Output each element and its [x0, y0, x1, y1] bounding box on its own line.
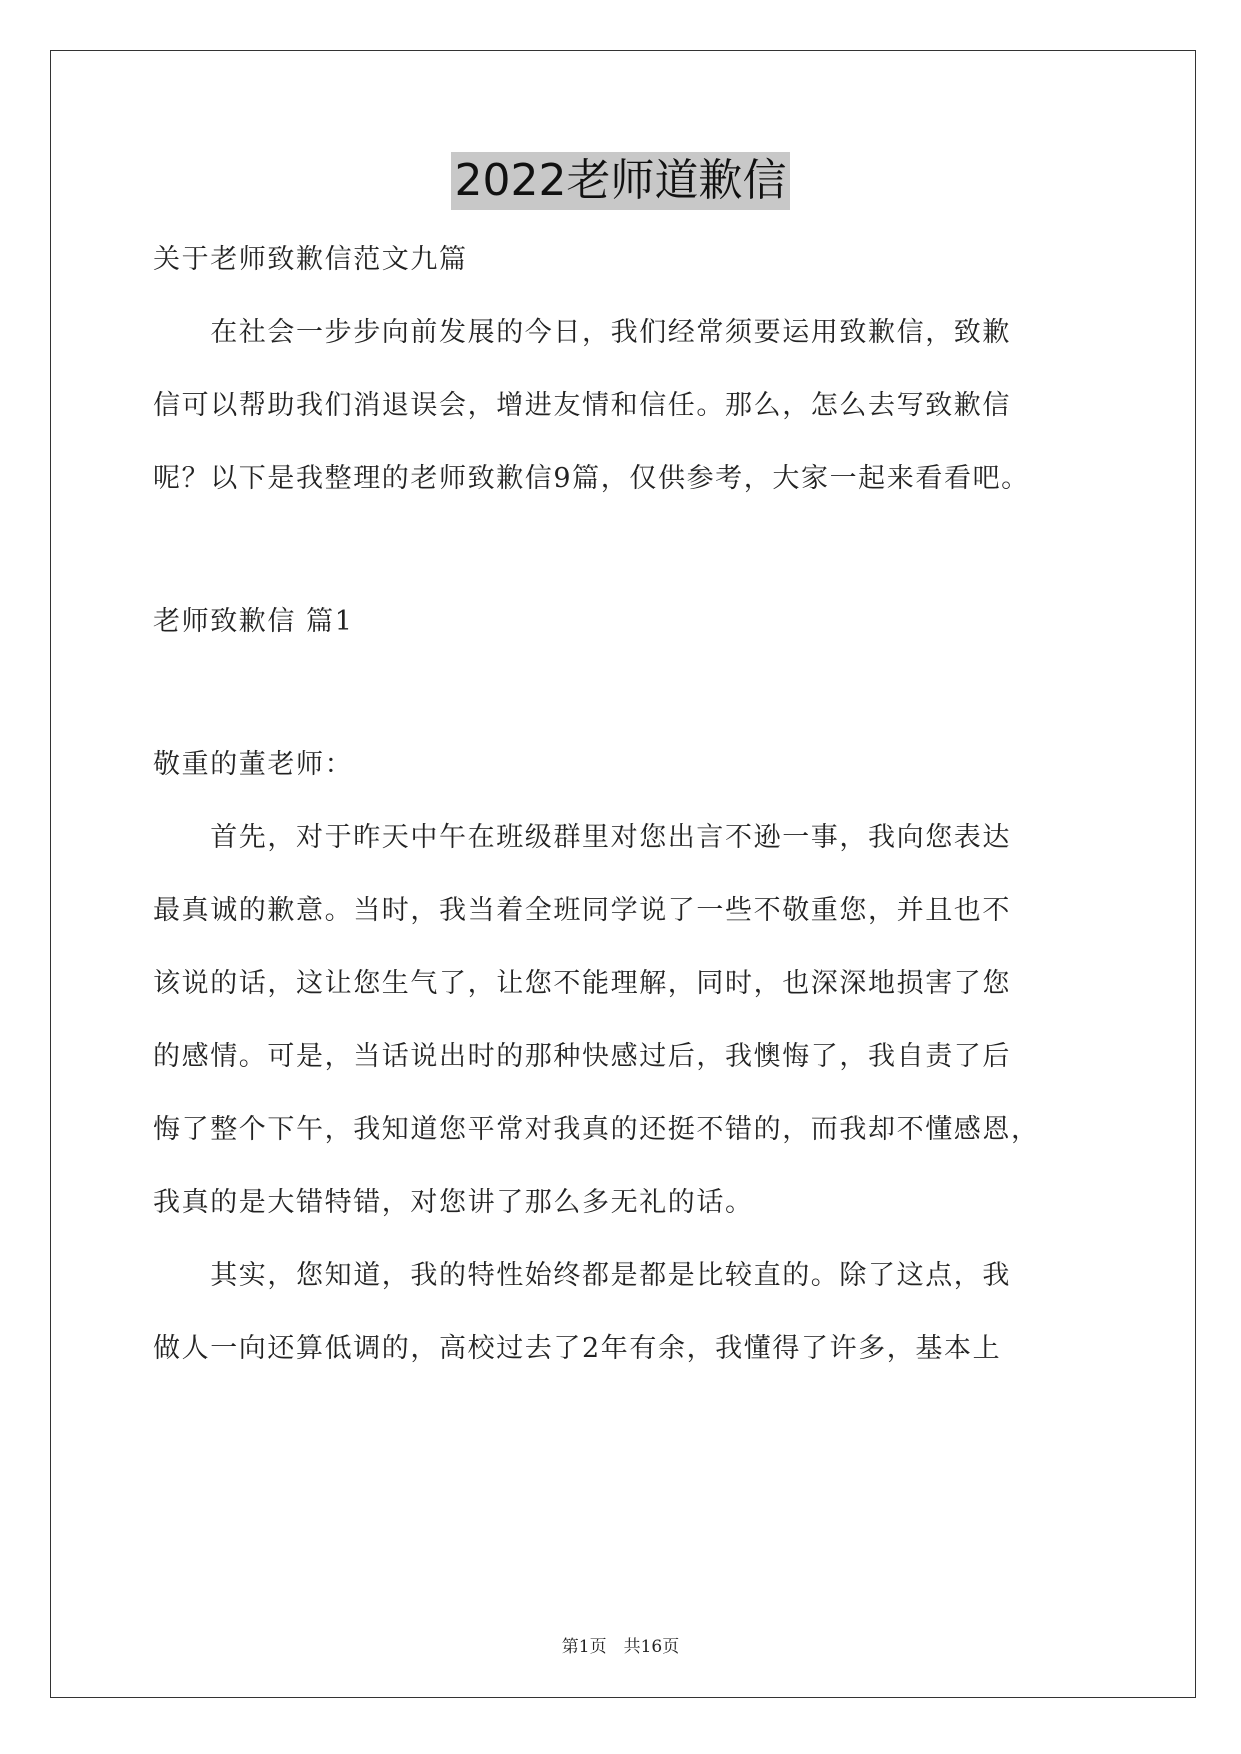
intro-line: 在社会一步步向前发展的今日，我们经常须要运用致歉信，致歉 — [153, 317, 1011, 348]
body-line: 的感情。可是，当话说出时的那种快感过后，我懊悔了，我自责了后 — [153, 1041, 1011, 1072]
page-border — [50, 50, 1196, 1698]
body-line: 我真的是大错特错，对您讲了那么多无礼的话。 — [153, 1187, 754, 1218]
page-number-footer: 第1页 共16页 — [561, 1637, 680, 1657]
salutation: 敬重的董老师： — [153, 749, 354, 780]
body-line: 做人一向还算低调的，高校过去了2年有余，我懂得了许多，基本上 — [153, 1333, 1002, 1364]
intro-line: 呢？以下是我整理的老师致歉信9篇，仅供参考，大家一起来看看吧。 — [153, 463, 1030, 494]
body-line: 其实，您知道，我的特性始终都是都是比较直的。除了这点，我 — [153, 1260, 1011, 1291]
intro-line: 信可以帮助我们消退误会，增进友情和信任。那么，怎么去写致歉信 — [153, 390, 1011, 421]
title-container — [0, 152, 1241, 210]
body-line: 首先，对于昨天中午在班级群里对您出言不逊一事，我向您表达 — [153, 822, 1011, 853]
body-line: 最真诚的歉意。当时，我当着全班同学说了一些不敬重您，并且也不 — [153, 895, 1011, 926]
body-line: 该说的话，这让您生气了，让您不能理解，同时，也深深地损害了您 — [153, 968, 1011, 999]
document-title: 2022老师道歉信 — [451, 152, 791, 210]
section-heading: 老师致歉信 篇1 — [153, 606, 354, 637]
body-line: 悔了整个下午，我知道您平常对我真的还挺不错的，而我却不懂感恩， — [153, 1114, 1040, 1145]
document-subtitle: 关于老师致歉信范文九篇 — [153, 244, 468, 275]
